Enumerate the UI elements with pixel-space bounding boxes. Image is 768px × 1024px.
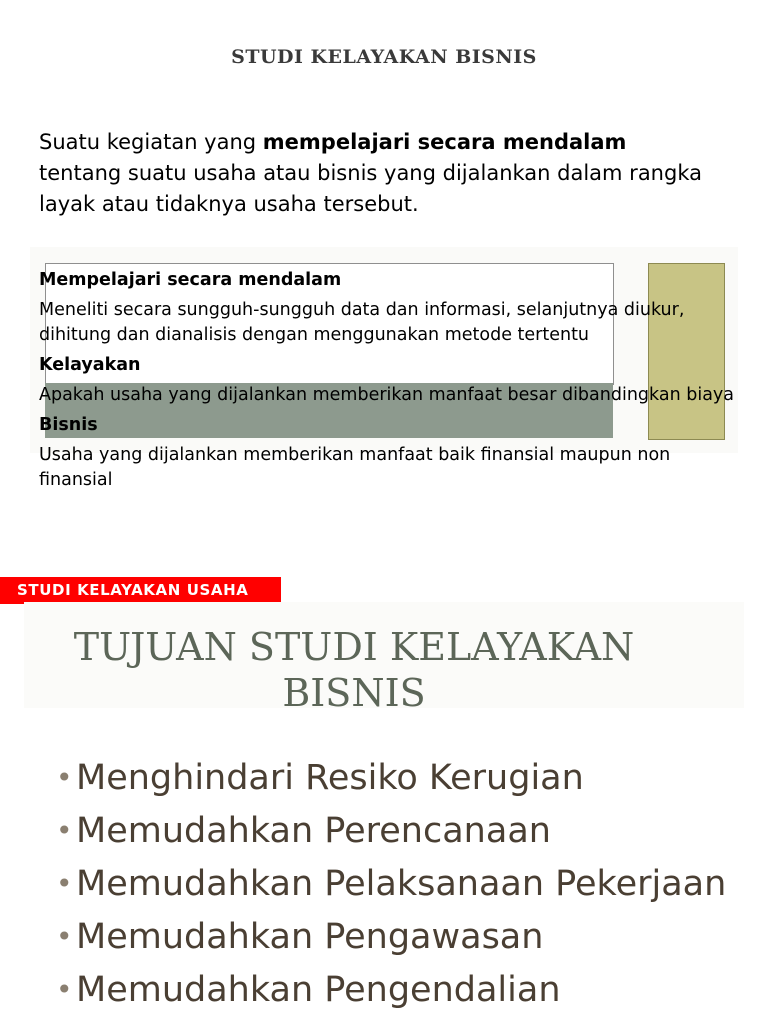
goal-text: Memudahkan Pengendalian [76, 970, 561, 1010]
goal-text: Memudahkan Perencanaan [76, 811, 551, 851]
goal-item [56, 756, 756, 800]
goal-text: Menghindari Resiko Kerugian [76, 758, 584, 798]
definition-description: Apakah usaha yang dijalankan memberikan manfaat besar dibandingkan biaya [39, 385, 735, 405]
intro-rest: tentang suatu usaha atau bisnis yang dijalankan dalam rangka layak atau tidaknya usaha tersebut. [39, 161, 702, 216]
intro-paragraph [39, 127, 739, 220]
definition-term: Mempelajari secara mendalam [39, 270, 342, 290]
goal-item [56, 968, 756, 1012]
definition-description: Usaha yang dijalankan memberikan manfaat baik finansial maupun non finansial [39, 445, 671, 490]
bullet-icon: • [56, 867, 73, 900]
goal-item [56, 809, 756, 853]
bullet-icon: • [56, 761, 73, 794]
goal-item [56, 915, 756, 959]
bullet-icon: • [56, 814, 73, 847]
definition-term: Bisnis [39, 415, 98, 435]
intro-lead: Suatu kegiatan yang [39, 130, 263, 154]
intro-emphasis: mempelajari secara mendalam [262, 130, 627, 154]
page-title: STUDI KELAYAKAN BISNIS [231, 46, 537, 68]
bullet-icon: • [56, 920, 73, 953]
goal-text: Memudahkan Pelaksanaan Pekerjaan [76, 864, 727, 904]
goals-list [56, 756, 756, 1021]
bullet-icon: • [56, 973, 73, 1006]
section-heading: TUJUAN STUDI KELAYAKAN BISNIS [73, 625, 635, 715]
definition-description: Meneliti secara sungguh-sungguh data dan informasi, selanjutnya diukur, dihitung dan dianalisis dengan menggunakan metode tertentu [39, 300, 685, 345]
goal-text: Memudahkan Pengawasan [76, 917, 544, 957]
section-banner: STUDI KELAYAKAN USAHA [0, 577, 281, 604]
definitions-list [39, 268, 739, 498]
goal-item [56, 862, 756, 906]
definition-term: Kelayakan [39, 355, 141, 375]
